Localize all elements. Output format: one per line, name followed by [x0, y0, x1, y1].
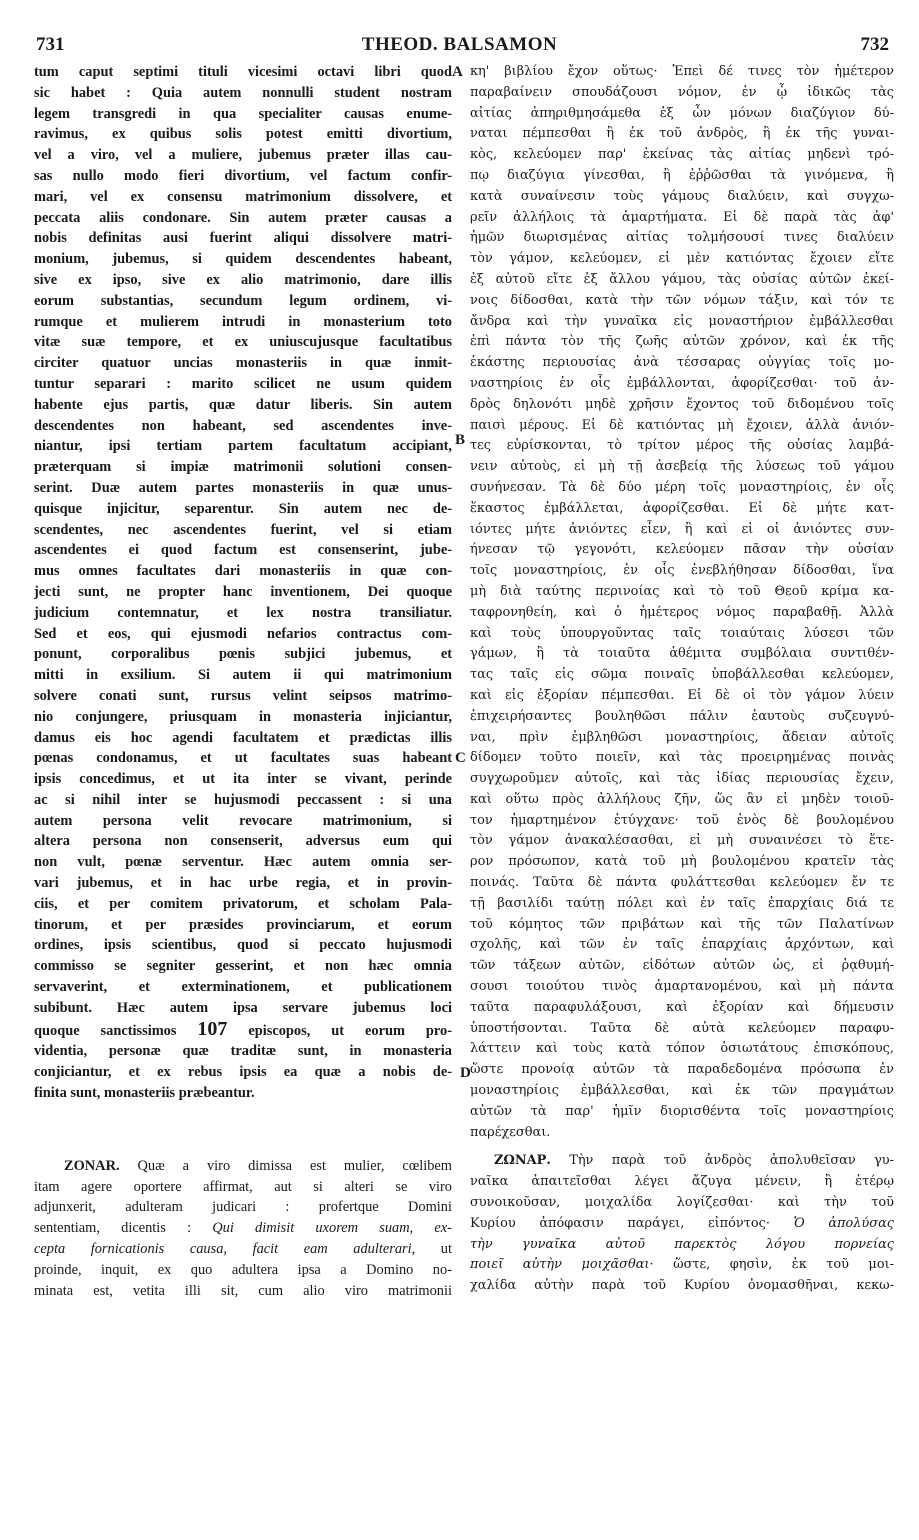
greek-line: νειν αὐτοὺς, εἰ μὴ τῇ ἀσεβείᾳ τῆς λύσεως τοῦ γάμου	[470, 459, 894, 475]
greek-column	[470, 62, 894, 1297]
greek-line: παραβαίνειν σπουδάζουσι νόμον, ἐν ᾧ ἰδικῶς τὰς	[470, 84, 894, 100]
latin-line: finita sunt, monasteriis præbeantur.	[34, 1085, 255, 1102]
latin-line: circiter quatuor uncias monasteriis in quæ inmit-	[34, 355, 452, 372]
latin-line: scendentes, nec ascendentes fuerint, vel si etiam	[34, 521, 452, 538]
greek-line: παρέχεσθαι.	[470, 1124, 551, 1140]
latin-line: ponunt, corporalibus pœnis subjici jubemus, et	[34, 646, 452, 663]
latin-line: autem persona velit revocare matrimonium, si	[34, 812, 452, 829]
zonar-greek-line	[470, 1235, 894, 1256]
greek-line: πῳ διαζύγια γίνεσθαι, ἢ ἐῤῥῶσθαι τὰ γινόμενα, ἢ	[470, 167, 894, 183]
zonar-greek-text: Κυρίου ἀπόφασιν παράγει, εἰπόντος·	[470, 1215, 770, 1231]
latin-line: solvere conati sunt, rursus velint seipsos matrimo-	[34, 687, 452, 704]
zonar-latin-line	[34, 1239, 452, 1260]
latin-line: servaverint, et exterminationem, et publicationem	[34, 979, 452, 996]
greek-line: δρὸς δηλονότι μηδὲ χρῆσιν ἔχοντος τοῦ διδομένου τοῖς	[470, 396, 894, 412]
latin-line	[34, 1019, 452, 1042]
zonar-latin-line: itam agere oportere affirmat, aut si alteri se viro	[34, 1178, 452, 1195]
greek-line: τοῖς μοναστηρίοις, ἐν οἷς ἐνεβλήθησαν δίδοσθαι, ἵνα	[470, 563, 894, 579]
latin-line: commisso se segniter gesserint, et non hæc omnia	[34, 958, 452, 975]
greek-line: τας ταῖς εἰς σῶμα ποιναῖς ὑποβάλλεσθαι κελεύομεν,	[470, 667, 894, 683]
zonar-latin-line	[34, 1218, 452, 1239]
greek-line: τὸν γάμον ἀνακαλέσασθαι, εἰ μὴ συναινέσει τὸ ἕτε-	[470, 833, 894, 849]
greek-line: αἰτίας ἀπηριθμησάμεθα ἐξ ὧν μόνων διαζύγιον δύ-	[470, 105, 894, 121]
greek-line: ταφρονηθείη, καὶ ὁ ἡμέτερος νόμος παραβαθῇ. Ἀλλὰ	[470, 604, 894, 620]
latin-line: ordines, ipsis scientibus, quod si peccato hujusmodi	[34, 937, 452, 954]
latin-line: descendentes non habeant, sed ascendentes inve-	[34, 417, 452, 434]
greek-line: ἡμῶν διωρισμένας αἰτίας τολμήσουσί τινες διαλύειν	[470, 230, 894, 246]
latin-line: mari, vel ex consensu matrimonium dissolvere, et	[34, 188, 452, 205]
zonar-label-latin: ZONAR.	[64, 1157, 120, 1174]
latin-line: tuntur separari : marito scilicet ne usum quidem	[34, 375, 452, 392]
greek-line: λάττειν καὶ τοὺς κατὰ τόπον ὁσιωτάτους ἐπισκόπους,	[470, 1041, 894, 1057]
greek-line: συνήνεσαν. Τὰ δὲ δύο μέρη τοῖς μοναστηρίοις, ἐν οἷς	[470, 479, 894, 495]
greek-line: ἑκάστης περιουσίας ἀνὰ τέσσαρας οὐγγίας τοῖς μο-	[470, 355, 894, 371]
greek-line: ἐξ αὐτοῦ εἴτε ἐξ ἄλλου γάμου, τὰς οὐσίας αὐτῶν ἐκεί-	[470, 271, 894, 287]
latin-line: eorum substantias, secundum legum ordinem, vi-	[34, 292, 452, 309]
latin-line: habente ejus partis, quæ datur liberis. Sin autem	[34, 396, 452, 413]
latin-line: vari jubemus, et in hac urbe regia, et in provin-	[34, 875, 452, 892]
zonar-latin-line: proinde, inquit, ex quo adultera ipsa a Domino no-	[34, 1261, 452, 1278]
zonar-greek-line	[470, 1255, 894, 1276]
margin-letter-d: D	[460, 1065, 471, 1081]
latin-line: vitæ suæ tempore, et ex uniuscujusque facultatibus	[34, 334, 452, 351]
greek-line: ιόντες μήτε ἀνιόντες εἶεν, ἢ καὶ εἰ οἱ ἀνιόντες συν-	[470, 521, 894, 537]
column-number: 107	[197, 1018, 228, 1040]
greek-line: ποινάς. Ταῦτα δὲ πάντα φυλάττεσθαι κελεύομεν ἔν τε	[470, 875, 894, 891]
latin-line: videntia, personæ quæ traditæ sunt, in monasteria	[34, 1043, 452, 1060]
latin-line: ascendentes ei quod factum est consenserint, jube-	[34, 542, 452, 559]
latin-line: vel a viro, vel a muliere, jubemus præter illas cau-	[34, 147, 452, 164]
latin-line: tum caput septimi tituli vicesimi octavi libri quod	[34, 64, 452, 80]
latin-line: non vult, pœnæ serventur. Hæc autem omnia ser-	[34, 854, 452, 871]
zonar-greek-section	[470, 1151, 894, 1297]
page-number-left: 731	[36, 34, 65, 55]
greek-line: σχολῆς, καὶ τῶν ἐν ταῖς ἐπαρχίαις ἀρχόντων, καὶ	[470, 937, 894, 953]
latin-line: damus eis hoc agendi facultatem et prædictas illis	[34, 729, 452, 746]
latin-line: conjiciantur, et ex rebus ipsis ea quæ a nobis de-	[34, 1064, 452, 1081]
greek-line: ναστηρίοις ἐν οἷς ἐμβάλλονται, ἀφορίζεσθαι· τοῦ ἀν-	[470, 375, 894, 391]
latin-line: serint. Duæ autem partes monasteriis in quæ unus-	[34, 479, 452, 496]
greek-line: τὸν γάμον, κελεύομεν, εἰ μὲν κατιόντας ἔχοιεν εἴτε	[470, 251, 894, 267]
zonar-latin-quote: Qui dimisit uxorem suam, ex-	[212, 1220, 452, 1237]
latin-line: Sed et eos, qui ejusmodi nefarios contractus com-	[34, 625, 452, 642]
zonar-latin-section	[34, 1156, 452, 1302]
margin-letter-a: A	[452, 64, 463, 80]
greek-line: τοῦ κόμητος τῶν πριβάτων καὶ τῆς τῶν Παλατίνων	[470, 916, 894, 932]
greek-line: τῇ βασιλίδι ταύτῃ πόλει καὶ ἐν ταῖς ἐπαρχίαις διά τε	[470, 895, 894, 911]
greek-line: τες εὑρίσκονται, τὸ τρίτον μέρος τῆς οὐσίας λαμβά-	[470, 438, 894, 454]
greek-line: ὑποστήσονται. Ταῦτα δὲ αὐτὰ κελεύομεν παραφυ-	[470, 1020, 894, 1036]
margin-letter-b: B	[455, 432, 466, 448]
zonar-greek-line: χαλίδα αὐτὴν παρὰ τοῦ Κυρίου ὀνομασθῆναι, κεκω-	[470, 1278, 894, 1294]
zonar-greek-text: Τὴν παρὰ τοῦ ἀνδρὸς ἀπολυθεῖσαν γυ-	[569, 1153, 894, 1169]
latin-line-text: episcopos, ut eorum pro-	[248, 1022, 452, 1039]
latin-line: rumque et mulierem intrudi in monasterium toto	[34, 313, 452, 330]
latin-line: monium, jubemus, si quidem descendentes habeant,	[34, 251, 452, 268]
zonar-greek-quote: ποιεῖ αὐτὴν μοιχᾶσθαι·	[470, 1257, 654, 1273]
zonar-latin-line: adjunxerit, adulteram judicari : profertque Domini	[34, 1199, 452, 1216]
latin-line: sic habet : Quia autem nonnulli student nostram	[34, 84, 452, 101]
greek-line: αὐτῶν τὰ παρ' ἡμῖν διορισθέντα τοῖς μοναστηρίοις	[470, 1103, 894, 1119]
greek-line: δίδομεν τοῦτο ποιεῖν, καὶ τὰς προειρημένας ποινὰς	[470, 750, 894, 766]
latin-line: mus omnes facultates dari monasteriis in quæ con-	[34, 563, 452, 580]
latin-last-lines	[34, 1019, 452, 1104]
greek-line: ρεῖν ἀλλήλοις τὰ ἁμαρτήματα. Εἰ δὲ παρὰ τὰς ἀφ'	[470, 209, 894, 225]
greek-line: ναται πέμπεσθαι ἢ ἐκ τοῦ ἀνδρὸς, ἢ ἐκ τῆς γυναι-	[470, 126, 894, 142]
latin-column	[34, 62, 452, 1301]
greek-line: ταῦτα παραφυλάξουσι, καὶ ἐξορίαν καὶ δήμευσιν	[470, 999, 894, 1015]
zonar-greek-quote: Ὁ ἀπολύσας	[793, 1215, 894, 1231]
latin-line: sas nullo modo fieri divortium, vel factum confir-	[34, 167, 452, 184]
latin-line: jecti sunt, ne propter hanc inventionem, Dei quoque	[34, 583, 452, 600]
latin-line: sive ex ipso, sive ex alio matrimonio, dare illis	[34, 271, 452, 288]
latin-line: tinorum, et per præsides provinciarum, et eorum	[34, 916, 452, 933]
latin-line: legem transgredi in qua specialiter causas enume-	[34, 105, 452, 122]
greek-line: κατὰ συναίνεσιν τοὺς γάμους διαλύειν, καὶ συγχω-	[470, 188, 894, 204]
greek-line: τον ἡμαρτημένον ἐτύγχανε· τοῦ ἑνὸς δὲ βουλομένου	[470, 812, 894, 828]
latin-line: quisque injicitur, separentur. Sin autem nec de-	[34, 500, 452, 517]
latin-line: ipsis concedimus, et ut ita inter se vivant, perinde	[34, 771, 452, 788]
zonar-latin-text: ut	[440, 1241, 452, 1258]
latin-text	[34, 62, 452, 1019]
greek-line: ρον πρόσωπον, κατὰ τοῦ μὴ βουλομένου κρατεῖν τὰς	[470, 854, 894, 870]
zonar-greek-text: ὥστε, φησὶν, ἐκ τοῦ μοι-	[673, 1257, 894, 1273]
zonar-latin-text: sententiam, dicentis :	[34, 1220, 192, 1237]
zonar-greek-line: ναῖκα ἀπαιτεῖσθαι λέγει ἄζυγα μένειν, ἢ ἑτέρῳ	[470, 1174, 894, 1190]
zonar-greek-line	[470, 1214, 894, 1235]
latin-line: nio conjungere, priusquam in monasteria injiciantur,	[34, 708, 452, 725]
greek-line: συγχωροῦμεν αὐτοῖς, καὶ τὰς ἰδίας περιουσίας ἔχειν,	[470, 771, 894, 787]
latin-line: ravimus, ex quibus solis potest emitti divortium,	[34, 126, 452, 143]
greek-line: νοις δίδοσθαι, κατὰ τὴν τῶν νόμων τάξιν, καὶ τόν τε	[470, 292, 894, 308]
zonar-latin-line	[34, 1156, 452, 1177]
greek-line: σουσι τοιούτου τινὸς ἁμαρτανομένου, καὶ μὴ πάντα	[470, 979, 894, 995]
greek-line: μὴ διὰ ταύτης περινοίας καὶ τὸ τοῦ Θεοῦ κρίμα κα-	[470, 583, 894, 599]
greek-line: καὶ οὕτω πρὸς ἀλλήλους ζῆν, ὥς ἂν εἰ μηδὲν τοιοῦ-	[470, 791, 894, 807]
latin-line: judicium contemnatur, et lex nostra transiliatur.	[34, 604, 452, 621]
latin-line: mitti in exsilium. Si autem ii qui matrimonium	[34, 667, 452, 684]
zonar-greek-line: συνοικοῦσαν, μοιχαλίδα λογίζεσθαι· καὶ τὴν τοῦ	[470, 1195, 894, 1211]
greek-line: ἐπιχειρήσαντες βουληθῶσι πάλιν ἑαυτοὺς συζευγνύ-	[470, 708, 894, 724]
greek-line: ναι, πρὶν ἐμβληθῶσι μοναστηρίοις, ἄδειαν αὐτοῖς	[470, 729, 894, 745]
latin-line: niantur, ipsi tertiam partem facultatum accipiant,	[34, 438, 452, 455]
greek-line: μοναστηρίοις ἐμβάλλεσθαι, καὶ ἐκ τῶν πραγμάτων	[470, 1083, 894, 1099]
greek-line: καὶ εἰς ἐξορίαν πέμπεσθαι. Εἰ δὲ οἱ τὸν γάμον λύειν	[470, 687, 894, 703]
greek-text	[470, 62, 894, 1143]
greek-line: ἄνδρα καὶ τὴν γυναῖκα εἰς μοναστήριον ἐμβάλλεσθαι	[470, 313, 894, 329]
zonar-greek-line	[470, 1151, 894, 1172]
greek-line: καὶ τοὺς ὑπουργοῦντας ταῖς τοιαύταις λύσεσι τῶν	[470, 625, 894, 641]
latin-line: pœnas condonamus, et ut facultates suas habeant	[34, 750, 452, 767]
latin-line: altera persona non consenserit, adversus eum qui	[34, 833, 452, 850]
greek-line: ἐπὶ πάντα τὸν τῆς ζωῆς αὐτῶν χρόνον, καὶ ἐκ τῆς	[470, 334, 894, 350]
zonar-latin-line: minata est, vetita illi sit, cum alio viro matrimonii	[34, 1282, 452, 1299]
zonar-latin-quote: cepta fornicationis causa, facit eam adulterari,	[34, 1241, 416, 1258]
zonar-label-greek: ΖΩΝΑΡ.	[494, 1153, 551, 1169]
latin-line: peccata aliis condonare. Sin autem præter causas a	[34, 209, 452, 226]
page-number-right: 732	[860, 34, 889, 55]
greek-line: κη' βιβλίου ἔχον οὕτως· Ἐπεὶ δέ τινες τὸν ἡμέτερον	[470, 64, 894, 79]
greek-line: ὥστε προνοίᾳ αὐτῶν τὰ παραδεδομένα πρόσωπα ἐν	[470, 1062, 894, 1078]
greek-line: κὸς, κελεύομεν παρ' ἐκείνας τὰς αἰτίας μηδενὶ τρό-	[470, 147, 894, 163]
zonar-greek-quote: τὴν γυναῖκα αὐτοῦ παρεκτὸς λόγου πορνείας	[470, 1236, 894, 1252]
latin-line: ciis, et per comitem privatorum, et scholam Pala-	[34, 895, 452, 912]
latin-line: præterquam si impiæ matrimonii solutioni consen-	[34, 459, 452, 476]
zonar-latin-text: Quæ a viro dimissa est mulier, cœlibem	[137, 1157, 452, 1174]
greek-line: ἕκαστος ἐμβάλλεται, ἀφορίζεσθαι. Εἰ δὲ μήτε κατ-	[470, 500, 894, 516]
greek-line: παισὶ μέρους. Εἰ δὲ κατιόντας μὴ ἔχοιεν, ἀλλὰ ἀνιόν-	[470, 417, 894, 433]
running-title: THEOD. BALSAMON	[361, 34, 558, 55]
latin-line: subibunt. Hæc autem ipsa servare jubemus loci	[34, 999, 452, 1016]
latin-line-text: quoque sanctissimos	[34, 1022, 177, 1039]
margin-letter-c: C	[455, 750, 466, 766]
greek-line: ήνεσαν τῷ γεγονότι, κελεύομεν πᾶσαν τὴν οὐσίαν	[470, 542, 894, 558]
greek-line: τῶν τάξεων αὐτῶν, εἰδότων αὐτῶν ὡς, εἰ ῥᾳθυμή-	[470, 958, 894, 974]
greek-line: γάμων, ἢ τὰ τοιαῦτα ἀθέμιτα συμβόλαια συντιθέν-	[470, 646, 894, 662]
latin-line: nobis definitas ausi fuerint aliqui dissolvere matri-	[34, 230, 452, 247]
latin-line: ac si nihil inter se hujusmodi peccassent : si una	[34, 791, 452, 808]
